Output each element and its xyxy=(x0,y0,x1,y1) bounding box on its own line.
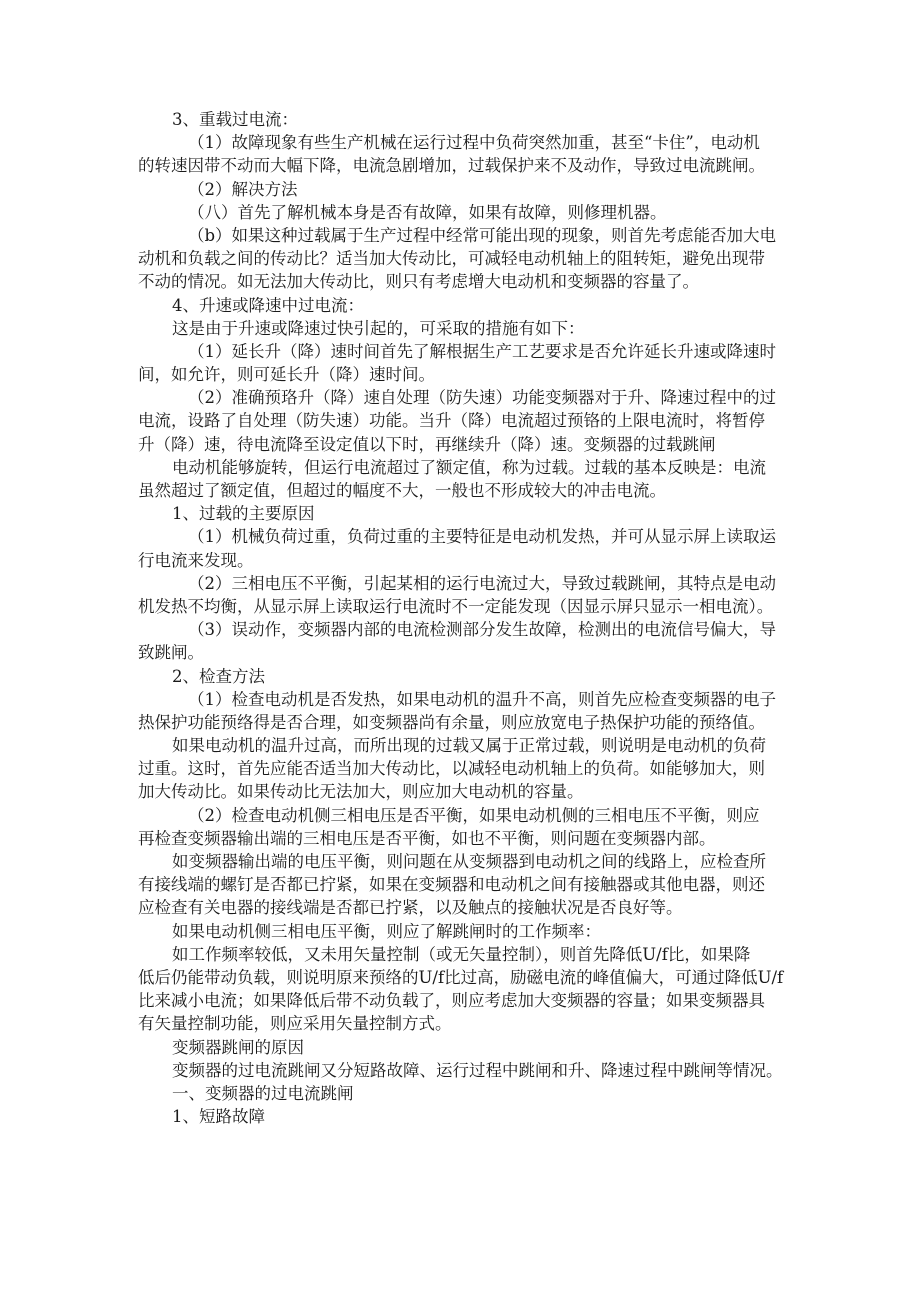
text-line: （1）机械负荷过重，负荷过重的主要特征是电动机发热，并可从显示屏上读取运 xyxy=(188,527,776,547)
text-line: 电流，设路了自处理（防失速）功能。当升（降）电流超过预铬的上限电流时，将暂停 xyxy=(138,411,765,431)
text-line: 虽然超过了额定值，但超过的幅度不大，一般也不形成较大的冲击电流。 xyxy=(138,481,666,500)
text-line: 如果电动机侧三相电压平衡，则应了解跳闸时的工作频率： xyxy=(172,921,601,941)
text-line: 应检查有关电器的接线端是否都已拧紧，以及触点的接触状况是否良好等。 xyxy=(138,898,683,918)
text-line: 动机和负载之间的传动比？适当加大传动比，可减轻电动机轴上的阻转矩，避免出现带 xyxy=(138,249,765,269)
text-line: 电动机能够旋转，但运行电流超过了额定值，称为过载。过载的基本反映是：电流 xyxy=(172,457,766,477)
text-line: 3、重载过电流： xyxy=(172,110,298,129)
text-line: （1）检查电动机是否发热，如果电动机的温升不高，则首先应检查变频器的电子 xyxy=(188,689,776,709)
text-line: 如工作频率较低，又未用矢量控制（或无矢量控制），则首先降低U/f比，如果降 xyxy=(172,944,751,964)
text-line: （2）检查电动机侧三相电压是否平衡，如果电动机侧的三相电压不平衡，则应 xyxy=(188,805,760,825)
text-line: 间，如允许，则可延长升（降）速时间。 xyxy=(138,365,435,385)
text-line: 行电流来发现。 xyxy=(138,550,254,570)
text-line: （3）误动作，变频器内部的电流检测部分发生故障，检测出的电流信号偏大，导 xyxy=(188,620,776,640)
text-line: 不动的情况。如无法加大传动比，则只有考虑增大电动机和变频器的容量了。 xyxy=(138,272,699,292)
text-line: 2、检查方法 xyxy=(172,666,265,686)
text-line: （2）三相电压不平衡，引起某相的运行电流过大，导致过载跳闸，其特点是电动 xyxy=(188,573,776,593)
text-line: 有矢量控制功能，则应采用矢量控制方式。 xyxy=(138,1014,452,1034)
text-line: （b）如果这种过载属于生产过程中经常可能出现的现象，则首先考虑能否加大电 xyxy=(188,225,777,245)
text-line: 的转速因带不动而大幅下降，电流急剧增加，过载保护来不及动作，导致过电流跳闸。 xyxy=(138,156,765,176)
text-line: 再检查变频器输出端的三相电压是否平衡，如也不平衡，则问题在变频器内部。 xyxy=(138,828,716,848)
text-line: （2）准确预珞升（降）速自处理（防失速）功能变频器对于升、降速过程中的过 xyxy=(188,388,776,408)
text-line: 有接线端的螺钉是否都已拧紧，如果在变频器和电动机之间有接触器或其他电器，则还 xyxy=(138,875,765,895)
text-line: 致跳闸。 xyxy=(138,643,204,663)
text-line: 1、短路故障 xyxy=(172,1107,265,1127)
text-line: 如变频器输出端的电压平衡，则问题在从变频器到电动机之间的线路上，应检查所 xyxy=(172,852,766,871)
text-line: 比来减小电流；如果降低后带不动负载了，则应考虑加大变频器的容量；如果变频器具 xyxy=(138,991,765,1011)
text-line: 一、变频器的过电流跳闸 xyxy=(172,1083,354,1103)
text-line: 低后仍能带动负载，则说明原来预络的U/f比过高，励磁电流的峰值偏大，可通过降低U/f xyxy=(138,967,784,987)
text-line: （2）解决方法 xyxy=(188,179,298,199)
text-line: 变频器的过电流跳闸又分短路故障、运行过程中跳闸和升、降速过程中跳闸等情况。 xyxy=(172,1060,783,1080)
text-line: 1、过载的主要原因 xyxy=(172,504,315,524)
document-body xyxy=(138,108,796,1128)
text-line: （八）首先了解机械本身是否有故障，如果有故障，则修理机器。 xyxy=(188,202,667,222)
text-line: 过重。这时，首先应能否适当加大传动比，以减轻电动机轴上的负荷。如能够加大，则 xyxy=(138,759,765,779)
text-line: 升（降）速，待电流降至设定值以下时，再继续升（降）速。变频器的过载跳闸 xyxy=(138,434,716,454)
text-line: 加大传动比。如果传动比无法加大，则应加大电动机的容量。 xyxy=(138,782,584,802)
text-line: （1）故障现象有些生产机械在运行过程中负荷突然加重，甚至“卡住”，电动机 xyxy=(188,133,760,153)
text-line: 变频器跳闸的原因 xyxy=(172,1037,304,1057)
text-line: 这是由于升速或降速过快引起的，可采取的措施有如下： xyxy=(172,318,585,338)
text-line: （1）延长升（降）速时间首先了解根据生产工艺要求是否允许延长升速或降速时 xyxy=(188,341,776,361)
text-line: 如果电动机的温升过高，而所出现的过载又属于正常过载，则说明是电动机的负荷 xyxy=(172,736,766,756)
text-line: 4、升速或降速中过电流： xyxy=(172,295,364,315)
text-line: 机发热不均衡，从显示屏上读取运行电流时不一定能发现（因显示屏只显示一相电流）。 xyxy=(138,596,774,616)
text-line: 热保护功能预络得是否合理，如变频器尚有余量，则应放宽电子热保护功能的预络值。 xyxy=(138,712,765,732)
